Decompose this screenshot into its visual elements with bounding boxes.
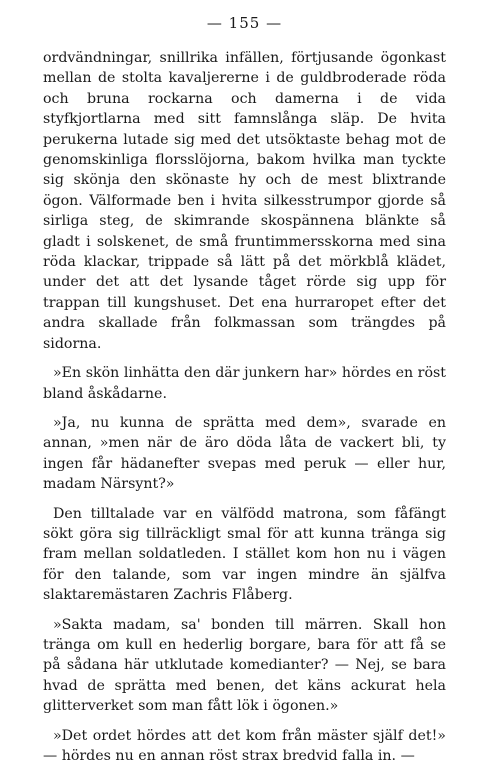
paragraph-1: ordvändningar, snillrika infällen, förtjusande ögonkast mellan de stolta kavaljererne i de guldbroderade röda och bruna rockarna och damerna i de vida styfkjortlarna med sitt famnslånga släp. De hvita perukerna lutade sig med det utsöktaste behag mot de genomskinliga florsslöjorna, bakom hvilka man tyckte sig skönja den skönaste hy och de mest blixtrande ögon. Välformade ben i hvita silkesstrumpor gjorde så sirliga steg, de skimrande skospännena blänkte så gladt i solskenet, de små fruntimmersskorna med sina röda klackar, trippade så lätt på det mörkblå klädet, under det att det lysande tåget rörde sig upp för trappan till kungshuset. Det ena hurraropet efter det andra skallade från folkmassan som trängdes på sidorna. [43,50,446,352]
paragraph-6: »Det ordet hördes att det kom från mäster själf det!» — hördes nu en annan röst strax bredvid falla in. — [43,727,446,764]
page-number: — 155 — [206,14,283,32]
paragraph-2: »En skön linhätta den där junkern har» hördes en röst bland åskådarne. [43,365,446,402]
book-page [43,14,446,775]
paragraph-5: »Sakta madam, sa' bonden till märren. Skall hon tränga om kull en hederlig borgare, bara för att få se på sådana här utklutade komedianter? — Nej, se bara hvad de sprätta med benen, det käns ackurat hela glitterverket som man fått lök i ögonen.» [43,616,446,715]
paragraph-3: »Ja, nu kunna de sprätta med dem», svarade en annan, »men när de äro döda låta de vackert bli, ty ingen får hädanefter svepas med peruk — eller hur, madam Närsynt?» [43,414,446,493]
paragraph-4: Den tilltalade var en välfödd matrona, som fåfängt sökt göra sig tillräckligt smal för att kunna tränga sig fram mellan soldatleden. I stället kom hon nu i vägen för den talande, som var ingen mindre än själfva slaktaremästaren Zachris Flåberg. [43,505,446,604]
